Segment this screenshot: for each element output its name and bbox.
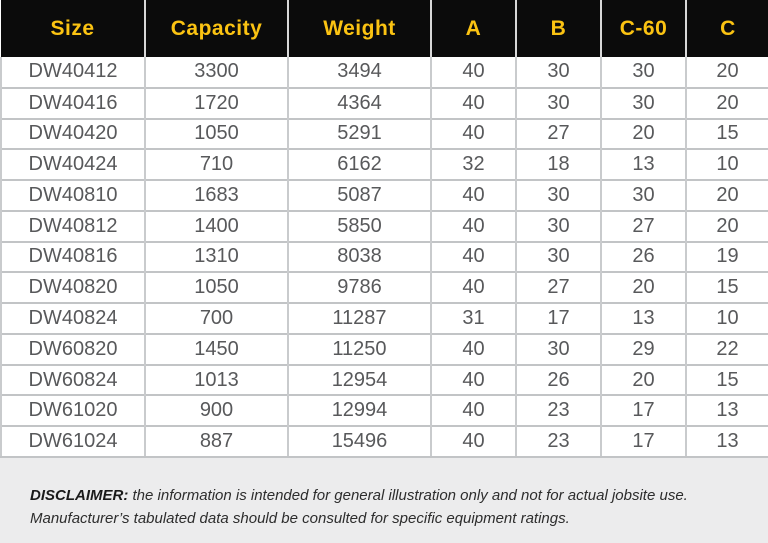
table-cell: 27 [516, 272, 601, 303]
table-cell: 30 [516, 211, 601, 242]
column-header-c60: C-60 [601, 0, 686, 57]
table-cell: 15 [686, 365, 768, 396]
table-cell: 10 [686, 149, 768, 180]
table-cell: 15 [686, 272, 768, 303]
table-cell: 10 [686, 303, 768, 334]
table-cell: 20 [686, 211, 768, 242]
table-cell: 12954 [288, 365, 431, 396]
table-cell: DW61024 [1, 426, 145, 457]
table-cell: DW40816 [1, 242, 145, 273]
table-cell: 40 [431, 365, 516, 396]
table-cell: 30 [516, 180, 601, 211]
table-cell: 9786 [288, 272, 431, 303]
disclaimer-line2: Manufacturer’s tabulated data should be consulted for specific equipment ratings. [30, 509, 570, 527]
table-cell: 19 [686, 242, 768, 273]
table-cell: 40 [431, 426, 516, 457]
table-cell: DW40824 [1, 303, 145, 334]
table-cell: DW60824 [1, 365, 145, 396]
table-cell: 30 [601, 88, 686, 119]
table-cell: 20 [686, 180, 768, 211]
table-cell: 1050 [145, 272, 288, 303]
table-cell: 17 [601, 395, 686, 426]
column-header-size: Size [1, 0, 145, 57]
table-cell: 710 [145, 149, 288, 180]
table-cell: DW40820 [1, 272, 145, 303]
table-cell: 30 [601, 180, 686, 211]
table-cell: 4364 [288, 88, 431, 119]
table-cell: 27 [601, 211, 686, 242]
disclaimer-text [30, 484, 736, 530]
table-cell: 887 [145, 426, 288, 457]
table-cell: 8038 [288, 242, 431, 273]
table-cell: 40 [431, 242, 516, 273]
table-row [1, 149, 768, 180]
table-cell: DW61020 [1, 395, 145, 426]
table-row [1, 426, 768, 457]
table-cell: 40 [431, 272, 516, 303]
column-header-weight: Weight [288, 0, 431, 57]
table-cell: 26 [516, 365, 601, 396]
table-row [1, 395, 768, 426]
table-cell: 20 [686, 88, 768, 119]
table-body [1, 57, 768, 457]
table-cell: 1310 [145, 242, 288, 273]
disclaimer-section [0, 458, 768, 543]
table-row [1, 57, 768, 88]
table-cell: 15496 [288, 426, 431, 457]
table-cell: 5850 [288, 211, 431, 242]
table-cell: 30 [516, 242, 601, 273]
table-cell: DW40424 [1, 149, 145, 180]
table-cell: 15 [686, 119, 768, 150]
table-cell: DW60820 [1, 334, 145, 365]
table-row [1, 334, 768, 365]
table-header-row [1, 0, 768, 57]
table-cell: DW40416 [1, 88, 145, 119]
table-cell: DW40810 [1, 180, 145, 211]
table-cell: 1013 [145, 365, 288, 396]
column-header-a: A [431, 0, 516, 57]
table-cell: 26 [601, 242, 686, 273]
table-cell: 5087 [288, 180, 431, 211]
column-header-c: C [686, 0, 768, 57]
table-cell: 18 [516, 149, 601, 180]
table-cell: 5291 [288, 119, 431, 150]
table-cell: 11250 [288, 334, 431, 365]
table-cell: DW40812 [1, 211, 145, 242]
table-cell: 13 [686, 426, 768, 457]
table-cell: 30 [516, 57, 601, 88]
table-cell: 40 [431, 57, 516, 88]
table-cell: 13 [601, 149, 686, 180]
table-cell: 1050 [145, 119, 288, 150]
table-cell: 1683 [145, 180, 288, 211]
table-cell: 30 [516, 88, 601, 119]
table-cell: 900 [145, 395, 288, 426]
table-cell: 29 [601, 334, 686, 365]
table-cell: 40 [431, 395, 516, 426]
column-header-b: B [516, 0, 601, 57]
table-cell: 23 [516, 395, 601, 426]
disclaimer-label: DISCLAIMER: [30, 486, 129, 504]
table-cell: 22 [686, 334, 768, 365]
table-cell: 20 [601, 272, 686, 303]
table-cell: DW40420 [1, 119, 145, 150]
table-cell: 700 [145, 303, 288, 334]
disclaimer-line1: the information is intended for general illustration only and not for actual jobsite use. [128, 486, 688, 504]
table-cell: 1400 [145, 211, 288, 242]
table-cell: 11287 [288, 303, 431, 334]
table-cell: 40 [431, 334, 516, 365]
table-cell: 31 [431, 303, 516, 334]
table-row [1, 365, 768, 396]
table-cell: 3494 [288, 57, 431, 88]
table-cell: 20 [601, 365, 686, 396]
table-row [1, 272, 768, 303]
table-cell: 40 [431, 180, 516, 211]
table-cell: 40 [431, 119, 516, 150]
table-cell: 13 [686, 395, 768, 426]
table-row [1, 180, 768, 211]
table-cell: 17 [601, 426, 686, 457]
table-cell: 1720 [145, 88, 288, 119]
table-row [1, 119, 768, 150]
table-cell: 30 [516, 334, 601, 365]
table-cell: 32 [431, 149, 516, 180]
table-cell: DW40412 [1, 57, 145, 88]
table-cell: 20 [601, 119, 686, 150]
table-row [1, 303, 768, 334]
table-cell: 17 [516, 303, 601, 334]
column-header-capacity: Capacity [145, 0, 288, 57]
table-cell: 30 [601, 57, 686, 88]
table-cell: 3300 [145, 57, 288, 88]
table-cell: 27 [516, 119, 601, 150]
table-cell: 40 [431, 88, 516, 119]
table-cell: 12994 [288, 395, 431, 426]
table-cell: 20 [686, 57, 768, 88]
table-row [1, 211, 768, 242]
table-row [1, 242, 768, 273]
table-cell: 23 [516, 426, 601, 457]
table-cell: 13 [601, 303, 686, 334]
table-cell: 40 [431, 211, 516, 242]
table-row [1, 88, 768, 119]
table-cell: 6162 [288, 149, 431, 180]
table-cell: 1450 [145, 334, 288, 365]
